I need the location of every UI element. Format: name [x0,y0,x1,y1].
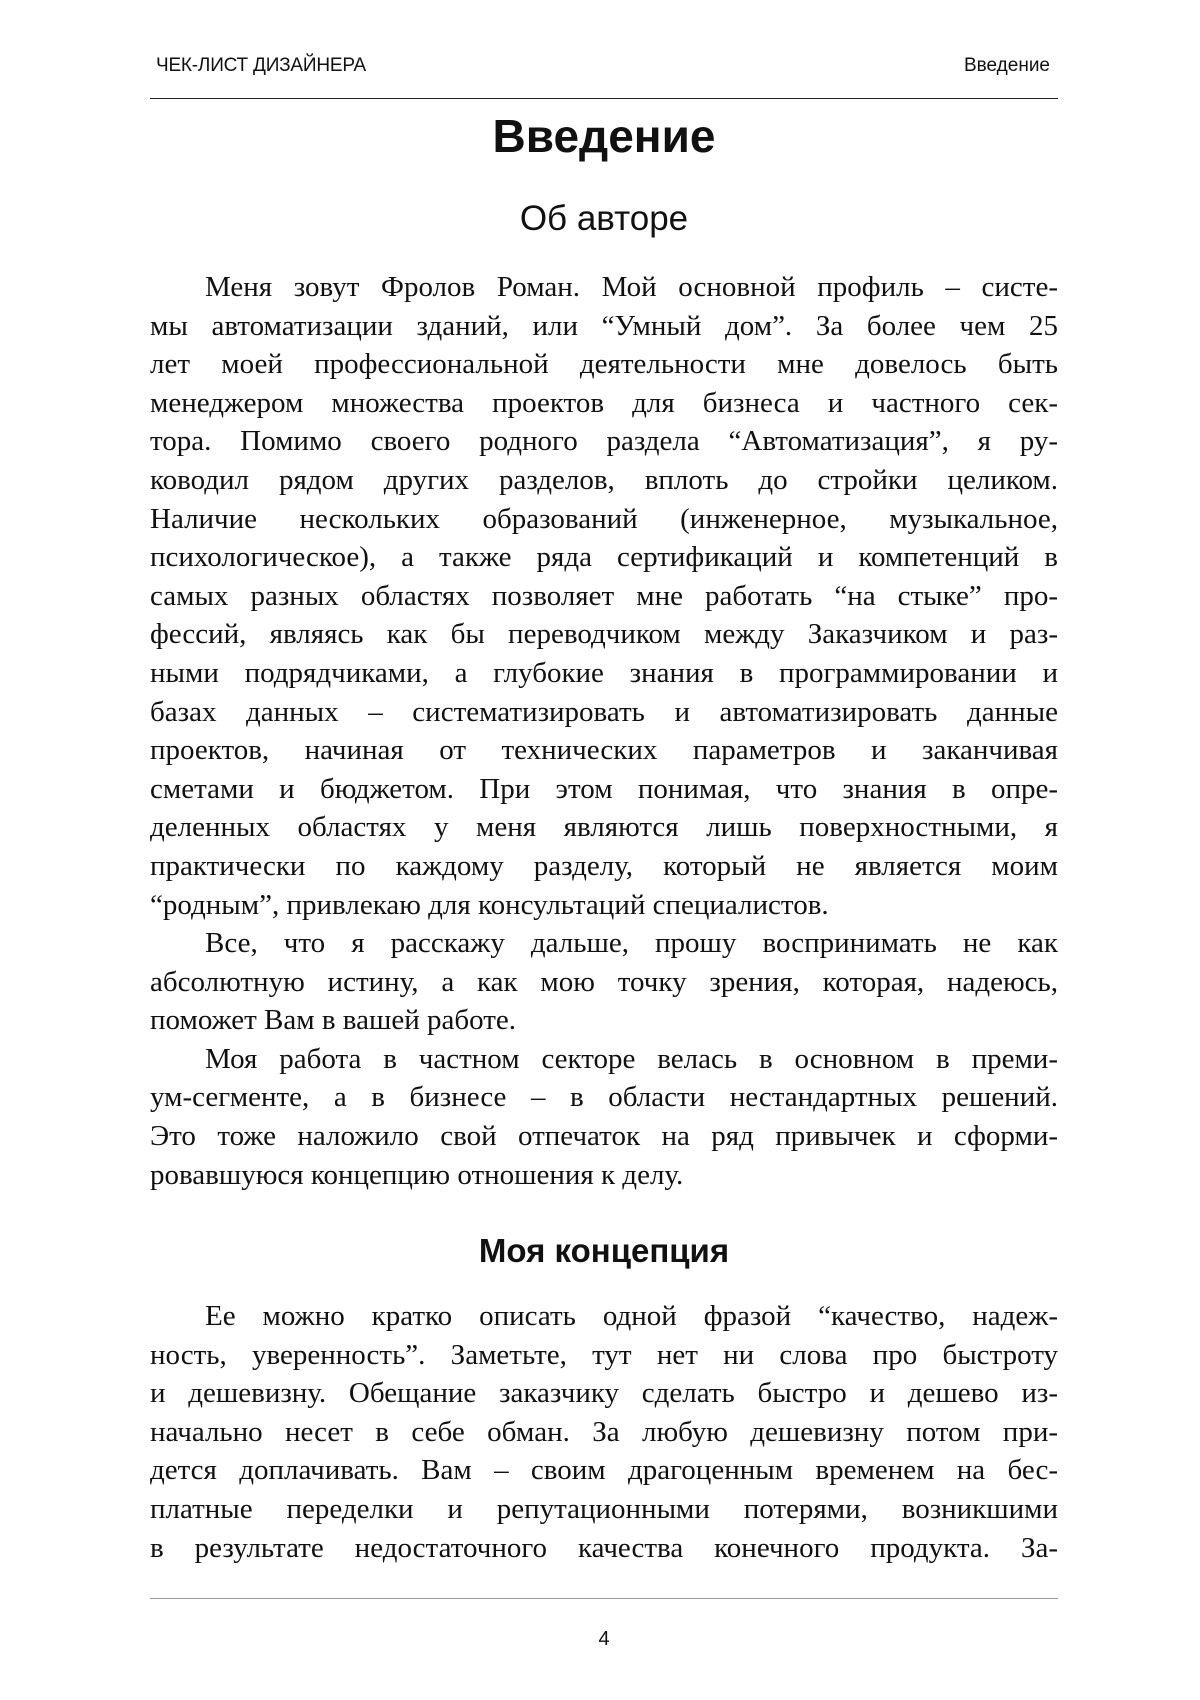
text-line: практически по каждому разделу, который не является моим [150,849,1058,882]
text-line: и дешевизну. Обещание заказчику сделать быстро и дешево из- [150,1377,1058,1410]
text-line: тора. Помимо своего родного раздела “Автоматизация”, я ру- [150,425,1058,458]
running-header-chapter: Введение [963,55,1050,76]
running-header-book-title: ЧЕК-ЛИСТ ДИЗАЙНЕРА [156,55,367,76]
text-line: самых разных областях позволяет мне работать “на стыке” про- [150,579,1058,612]
text-line: платные переделки и репутационными потерями, возникшими [150,1492,1058,1525]
footer-divider [150,1598,1058,1599]
text-line: менеджером множества проектов для бизнеса и частного сек- [150,386,1058,419]
section-heading-about-author: Об авторе [519,199,689,238]
text-line: в результате недостаточного качества конечного продукта. За- [150,1531,1058,1564]
text-line: деленных областях у меня являются лишь поверхностными, я [150,811,1058,844]
text-line: дется доплачивать. Вам – своим драгоценным временем на бес- [150,1454,1058,1487]
running-header [150,55,1050,79]
text-line: ными подрядчиками, а глубокие знания в программировании и [150,656,1058,689]
text-line: проектов, начиная от технических параметров и заканчивая [150,734,1058,767]
text-line: абсолютную истину, а как мою точку зрения, которая, надеюсь, [150,965,1058,998]
text-line: Наличие нескольких образований (инженерное, музыкальное, [150,502,1058,535]
text-line: Все, что я расскажу дальше, прошу воспринимать не как [205,927,1058,960]
text-line: поможет Вам в вашей работе. [150,1004,516,1037]
page-number: 4 [598,1628,610,1650]
text-line: Меня зовут Фролов Роман. Мой основной профиль – систе- [205,271,1058,303]
text-line: “родным”, привлекаю для консультаций специалистов. [150,888,829,921]
section-heading-my-concept: Моя концепция [478,1232,730,1269]
text-line: Ее можно кратко описать одной фразой “качество, надеж- [205,1300,1058,1332]
text-line: лет моей профессиональной деятельности мне довелось быть [150,348,1058,381]
text-line: психологическое), а также ряда сертификаций и компетенций в [150,541,1058,574]
text-line: ровавшуюся концепцию отношения к делу. [150,1158,684,1191]
text-line: мы автоматизации зданий, или “Умный дом”. За более чем 25 [150,309,1058,342]
section-body-about-author [150,268,1058,1194]
text-line: Моя работа в частном секторе велась в основном в преми- [205,1042,1058,1075]
text-line: начально несет в себе обман. За любую дешевизну потом при- [150,1415,1058,1448]
text-line: базах данных – систематизировать и автоматизировать данные [150,695,1058,728]
header-divider [150,98,1058,99]
text-line: ность, уверенность”. Заметьте, тут нет ни слова про быстроту [150,1338,1058,1371]
text-line: фессий, являясь как бы переводчиком между Заказчиком и раз- [150,618,1058,651]
section-body-my-concept [150,1297,1058,1567]
text-line: ум-сегменте, а в бизнесе – в области нестандартных решений. [150,1081,1058,1114]
chapter-title: Введение [492,110,716,162]
text-line: Это тоже наложило свой отпечаток на ряд привычек и сформи- [150,1120,1058,1153]
text-line: сметами и бюджетом. При этом понимая, что знания в опре- [150,772,1058,805]
text-line: ководил рядом других разделов, вплоть до стройки целиком. [150,463,1058,496]
